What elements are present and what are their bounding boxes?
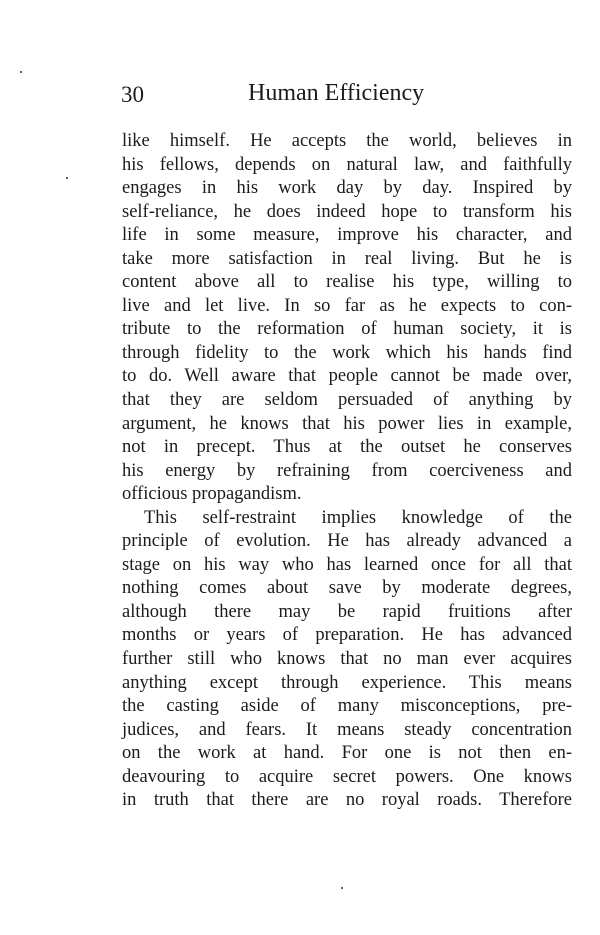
page-number: 30 [121,82,144,107]
text-line: nothing comes about save by moderate degrees, [122,578,572,599]
text-line: tribute to the reformation of human society, it is [122,319,572,340]
text-line: although there may be rapid fruitions after [122,601,572,622]
page-header [121,78,573,112]
text-line: officious propagandism. [122,484,302,505]
paragraph [122,130,572,507]
text-line: in truth that there are no royal roads. Therefore [122,790,572,811]
text-line: engages in his work day by day. Inspired by [122,178,572,199]
paragraph [122,507,572,813]
text-line: the casting aside of many misconceptions, pre- [122,696,572,717]
text-line: argument, he knows that his power lies in example, [122,413,572,434]
running-title: Human Efficiency [248,80,425,106]
text-line: through fidelity to the work which his hands find [122,342,572,363]
text-line: like himself. He accepts the world, believes in [122,131,572,151]
text-line: live and let live. In so far as he expects to con- [122,295,572,316]
text-line: life in some measure, improve his character, and [122,225,572,246]
text-line: take more satisfaction in real living. But he is [122,248,572,269]
body-text [122,130,572,813]
text-line: not in precept. Thus at the outset he conserves [122,437,572,458]
text-line: that they are seldom persuaded of anything by [122,390,572,411]
text-line: content above all to realise his type, willing to [122,272,572,293]
text-line: judices, and fears. It means steady concentration [122,719,572,740]
page-speck-mark [20,71,22,73]
text-line: to do. Well aware that people cannot be made over, [122,366,572,387]
text-line: deavouring to acquire secret powers. One knows [122,766,572,787]
page-speck-mark [66,177,68,179]
text-line: self-reliance, he does indeed hope to transform his [122,201,572,222]
text-line: his energy by refraining from coerciveness and [122,460,572,481]
text-line: on the work at hand. For one is not then en- [122,743,572,764]
page-speck-mark [341,887,343,889]
text-line: anything except through experience. This means [122,672,572,693]
text-line: stage on his way who has learned once for all that [122,554,572,575]
text-line: This self-restraint implies knowledge of the [144,507,572,528]
text-line: months or years of preparation. He has advanced [122,625,572,646]
text-line: further still who knows that no man ever acquires [122,649,572,670]
text-line: principle of evolution. He has already advanced a [122,531,572,552]
text-line: his fellows, depends on natural law, and faithfully [122,154,572,175]
